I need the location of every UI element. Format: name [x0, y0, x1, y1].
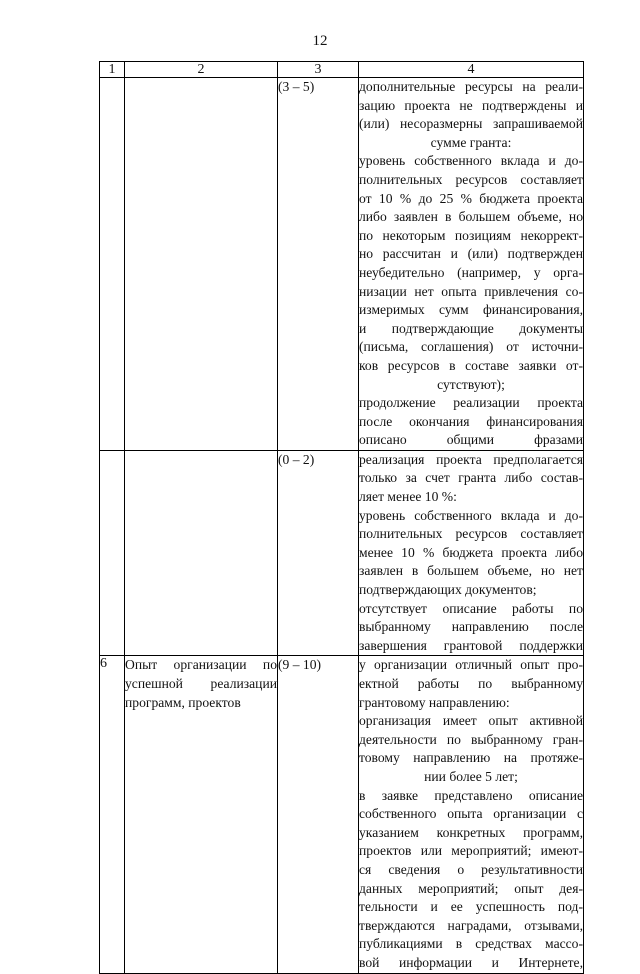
description-line: ектной работы по выбранному — [359, 676, 583, 691]
description-line: вой информации и Интернете, — [359, 954, 583, 970]
description-line: менее 10 % бюджета проекта либо — [359, 544, 583, 560]
description-line: организация имеет опыт активной — [359, 713, 583, 729]
description-line: ков ресурсов в составе заявки от- — [359, 357, 583, 373]
criterion-name — [125, 450, 278, 656]
score-range: (0 – 2) — [278, 450, 359, 656]
description-line: дополнительные ресурсы на реали- — [359, 79, 583, 94]
criterion-description — [359, 450, 584, 656]
description-line: уровень собственного вклада и до- — [359, 507, 583, 523]
description-line: подтверждающих документов; — [359, 582, 537, 598]
description-line: (письма, соглашения) от источни- — [359, 339, 583, 355]
description-line: у организации отличный опыт про- — [359, 657, 583, 673]
column-header: 2 — [125, 62, 278, 78]
score-range: (3 – 5) — [278, 78, 359, 451]
description-line: деятельности по выбранному гран- — [359, 731, 583, 747]
description-line: публикациями в средствах массо- — [359, 936, 583, 952]
description-line: после окончания финансирования — [359, 413, 583, 429]
description-line: от 10 % до 25 % бюджета проекта — [359, 190, 583, 206]
description-line: реализация проекта предполагается — [359, 451, 583, 467]
description-line: описано общими фразами — [359, 432, 583, 448]
description-line: тверждаются наградами, отзывами, — [359, 917, 583, 933]
page-number: 12 — [312, 33, 328, 49]
row-number — [100, 450, 125, 656]
column-header: 4 — [359, 62, 584, 78]
description-line: указанием конкретных программ, — [359, 824, 583, 840]
criterion-name — [125, 78, 278, 451]
criterion-name: Опыт организации по успешной реализации программ, проектов — [125, 656, 278, 973]
criterion-description — [359, 78, 584, 451]
column-header: 3 — [278, 62, 359, 78]
description-line: ляет менее 10 %: — [359, 489, 457, 505]
criteria-table — [99, 61, 584, 974]
description-line: уровень собственного вклада и до- — [359, 153, 583, 169]
description-line: но рассчитан и (или) подтвержден — [359, 246, 583, 262]
description-line: полнительных ресурсов составляет — [359, 526, 583, 542]
description-line: низации нет опыта привлечения со- — [359, 283, 583, 299]
row-number: 6 — [100, 656, 125, 973]
description-line: ся сведения о результативности — [359, 861, 583, 877]
criterion-description — [359, 656, 584, 973]
column-header: 1 — [100, 62, 125, 78]
description-line: тельности и ее успешность под- — [359, 899, 583, 915]
table-header-row — [100, 62, 584, 78]
score-range: (9 – 10) — [278, 656, 359, 973]
description-line: зацию проекта не подтверждены и — [359, 97, 583, 113]
description-line: и подтверждающие документы — [359, 320, 583, 336]
description-line: отсутствует описание работы по — [359, 600, 583, 616]
description-line: по некоторым позициям некоррект- — [359, 227, 583, 243]
description-line: товому направлению на протяже- — [359, 750, 583, 766]
description-line: сумме гранта: — [430, 134, 512, 150]
description-line: нии более 5 лет; — [424, 768, 518, 784]
description-line: завершения грантовой поддержки — [359, 637, 583, 653]
description-line: полнительных ресурсов составляет — [359, 171, 583, 187]
description-line: заявлен в большем объеме, но нет — [359, 563, 583, 579]
description-line: измеримых сумм финансирования, — [359, 302, 583, 318]
description-line: только за счет гранта либо состав- — [359, 470, 583, 486]
description-line: выбранному направлению после — [359, 619, 583, 635]
description-line: либо заявлен в большем объеме, но — [359, 209, 583, 225]
description-line: собственного опыта организации с — [359, 806, 583, 822]
description-line: (или) несоразмерны запрашиваемой — [359, 116, 583, 132]
description-line: сутствуют); — [437, 376, 505, 392]
description-line: неубедительно (например, у орга- — [359, 264, 583, 280]
description-line: проектов или мероприятий; имеют- — [359, 843, 583, 859]
row-number — [100, 78, 125, 451]
description-line: продолжение реализации проекта — [359, 395, 583, 411]
description-line: данных мероприятий; опыт дея- — [359, 880, 583, 896]
table-row — [100, 78, 584, 451]
table-row — [100, 656, 584, 973]
description-line: в заявке представлено описание — [359, 787, 583, 803]
description-line: грантовому направлению: — [359, 694, 510, 710]
table-row — [100, 450, 584, 656]
